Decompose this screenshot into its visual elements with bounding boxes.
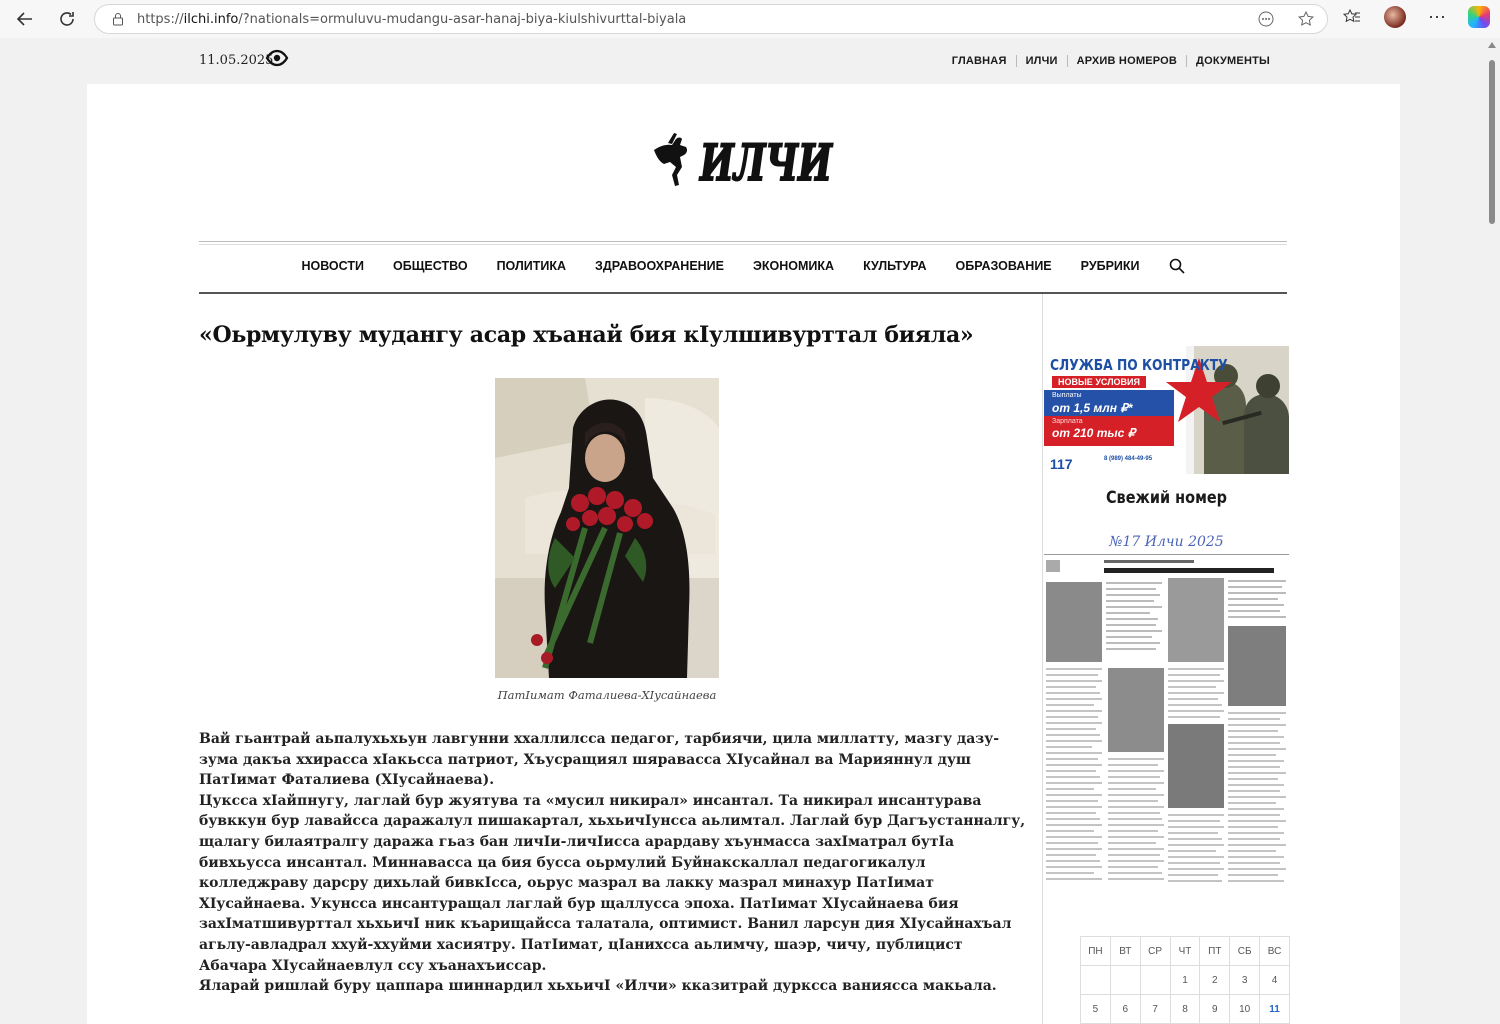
page-viewport (2, 38, 1482, 1013)
banner-salary-value: от 210 тыс ₽ (1052, 426, 1136, 440)
calendar-day-header: СР (1140, 937, 1170, 966)
calendar-widget (1080, 936, 1290, 1024)
nav-politics[interactable]: ПОЛИТИКА (496, 259, 566, 273)
calendar-day[interactable]: 2 (1200, 966, 1230, 995)
fresh-issue-heading: Свежий номер (1105, 488, 1228, 508)
topnav-archive[interactable]: АРХИВ НОМЕРОВ (1067, 55, 1186, 67)
calendar-day[interactable]: 6 (1110, 995, 1140, 1024)
calendar-day[interactable]: 1 (1170, 966, 1200, 995)
calendar-day-header: ВТ (1110, 937, 1140, 966)
calendar-day-header: ПТ (1200, 937, 1230, 966)
favorite-star-icon[interactable] (1297, 10, 1315, 28)
favorites-icon[interactable] (1342, 7, 1362, 27)
calendar-day[interactable]: 10 (1230, 995, 1260, 1024)
latest-issue-preview[interactable] (1044, 534, 1289, 949)
topnav-main[interactable]: ГЛАВНАЯ (951, 55, 1007, 67)
calendar-day-today[interactable]: 11 (1260, 995, 1290, 1024)
nav-news[interactable]: НОВОСТИ (301, 259, 364, 273)
page-scrollbar[interactable] (1486, 40, 1498, 1013)
scrollbar-thumb[interactable] (1489, 60, 1495, 224)
calendar-day-header: ПН (1081, 937, 1111, 966)
calendar-week-row (1081, 966, 1290, 995)
search-icon[interactable] (1169, 258, 1185, 274)
site-logo[interactable] (652, 128, 837, 198)
banner-ribbon: НОВЫЕ УСЛОВИЯ (1052, 376, 1146, 388)
banner-salary-label: Зарплата (1052, 418, 1083, 425)
nav-rule (199, 292, 1287, 294)
copilot-icon[interactable] (1468, 6, 1490, 28)
header-rule-secondary (199, 244, 1287, 245)
nav-health[interactable]: ЗДРАВООХРАНЕНИЕ (595, 259, 725, 273)
eye-icon[interactable] (265, 48, 289, 68)
nav-economy[interactable]: ЭКОНОМИКА (753, 259, 835, 273)
article-paragraph: Яларай ришлай буру цаппара шиннардил хьхьичI «Илчи» кказитрай дурксса ваниясса макьала. (199, 978, 997, 995)
topnav-documents[interactable]: ДОКУМЕНТЫ (1186, 55, 1279, 67)
topnav-ilchi[interactable]: ИЛЧИ (1016, 55, 1067, 67)
top-bar (199, 50, 1287, 74)
article-body (199, 729, 1029, 997)
calendar-day[interactable]: 9 (1200, 995, 1230, 1024)
main-navigation (199, 258, 1287, 274)
profile-avatar[interactable] (1384, 6, 1406, 28)
back-icon[interactable] (12, 6, 38, 32)
newspaper-page-image (1044, 556, 1289, 951)
reload-icon[interactable] (54, 6, 80, 32)
photo-caption: ПатIимат Фаталиева-ХIусайнаева (497, 688, 717, 702)
current-date: 11.05.2025 (199, 53, 274, 68)
banner-pay-value: от 1,5 млн ₽* (1052, 401, 1133, 415)
browser-toolbar (0, 0, 1500, 38)
banner-phone-short: 117 (1050, 456, 1073, 472)
page-content (87, 84, 1400, 1024)
nav-culture[interactable]: КУЛЬТУРА (863, 259, 927, 273)
calendar-day[interactable]: 7 (1140, 995, 1170, 1024)
calendar-day[interactable]: 3 (1230, 966, 1260, 995)
issue-title: №17 Илчи 2025 (1109, 534, 1224, 550)
calendar-day-header: СБ (1230, 937, 1260, 966)
calendar-day (1110, 966, 1140, 995)
article-paragraph: Вай гьантрай аьпалухьхьун лавгунни ххаллилсса педагог, тарбиячи, цила миллатту, мазгу дазу-зума дакъа ххирасса хIакьсса патриот, Хъусращиял шяравасса ХIусайнал ва Марияннул душ ПатIимат Фаталиева (ХIусайнаева). (199, 731, 1000, 789)
reader-icon[interactable] (1257, 10, 1275, 28)
nav-society[interactable]: ОБЩЕСТВО (392, 259, 468, 273)
article-photo[interactable] (495, 378, 719, 678)
calendar-day[interactable]: 5 (1081, 995, 1111, 1024)
contract-service-banner[interactable] (1044, 346, 1289, 474)
top-navigation (943, 55, 1279, 67)
address-bar[interactable] (94, 4, 1328, 34)
calendar-week-row (1081, 995, 1290, 1024)
header-rule (199, 241, 1287, 242)
issue-rule (1044, 554, 1289, 555)
more-options-icon[interactable]: ⋯ (1428, 6, 1446, 27)
calendar-day[interactable]: 8 (1170, 995, 1200, 1024)
calendar-day (1081, 966, 1111, 995)
calendar-header-row (1081, 937, 1290, 966)
calendar-day-header: ВС (1260, 937, 1290, 966)
banner-title: СЛУЖБА ПО КОНТРАКТУ (1050, 356, 1228, 374)
calendar-day-header: ЧТ (1170, 937, 1200, 966)
url-text: https://ilchi.info/?nationals=ormuluvu-mudangu-asar-hanaj-biya-kiulshivurttal-biyala (137, 11, 687, 27)
banner-pay-label: Выплаты (1052, 392, 1082, 399)
column-divider (1042, 294, 1043, 1024)
calendar-day (1140, 966, 1170, 995)
logo-text: ИЛЧИ (698, 133, 834, 192)
lock-icon (111, 12, 125, 26)
article-paragraph: Цуксса хIайпнугу, лаглай бур жуятува та «мусил никирал» инсантал. Та никирал инсантурава бувккун бур лавайсса даражалул пишакартал, хьхьичIунсса аьлимтал. Лаглай бур Дагъустанналгу, щалагу билаятралгу даража гьаз бан личIи-личIисса арардаву хъунмасса захIматрал бутIа бивхьусса инсантал. Миннавасса ца бия бусса оьрмулий Буйнакскаллал педагогикалул колледжраву дарсру дихьлай бивкIсса, оьрус мазрал ва лакку мазрал минахур ПатIимат ХIусайнаева. Укунсса инсантуращал лаглай бур щаллусса эпоха. ПатIимат ХIусайнаева бия захIматшивурттал хьхьичI ник къарищайсса талатала, оптимист. Ванил ларсун дия ХIусайнахъал агьлу-авладрал ххуй-ххуйми хасиятру. ПатIимат, цIанихсса аьлимчу, шаэр, чичу, публицист Абачара ХIусайнаевлул ссу хъанахъиссар. (199, 792, 1026, 974)
article-title: «Оьрмулуву мудангу асар хъанай бия кIулшивурттал бияла» (199, 322, 974, 348)
banner-phone-full: 8 (989) 484-49-95 (1104, 456, 1153, 462)
nav-rubrics[interactable]: РУБРИКИ (1080, 259, 1140, 273)
calendar-day[interactable]: 4 (1260, 966, 1290, 995)
scroll-up-icon[interactable] (1488, 42, 1496, 48)
nav-education[interactable]: ОБРАЗОВАНИЕ (955, 259, 1052, 273)
